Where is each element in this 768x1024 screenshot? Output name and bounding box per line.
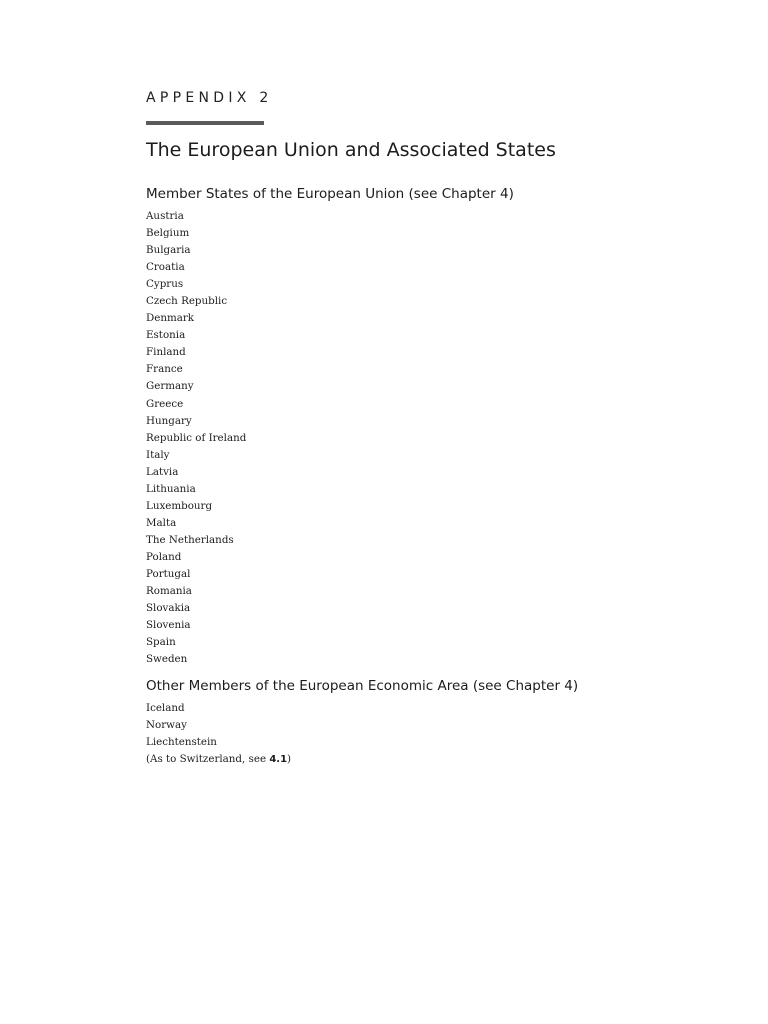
- list-item: Austria: [146, 210, 184, 222]
- list-item: Poland: [146, 550, 182, 563]
- heading-rule: [146, 121, 264, 125]
- list-item: Sweden: [146, 653, 188, 666]
- list-item: Slovenia: [146, 619, 191, 632]
- list-item: Hungary: [146, 414, 192, 427]
- list-item: The Netherlands: [146, 533, 234, 546]
- list-item: Estonia: [146, 329, 186, 342]
- list-item: Romania: [146, 585, 192, 598]
- section-heading-eu-members: Member States of the European Union (see Chapter 4): [146, 186, 514, 202]
- appendix-label: APPENDIX 2: [146, 90, 273, 106]
- list-item: Bulgaria: [146, 244, 191, 257]
- list-item: Italy: [146, 448, 170, 461]
- eea-member-list: [146, 700, 217, 751]
- switzerland-note: [146, 751, 291, 768]
- list-item: Lithuania: [146, 482, 196, 495]
- note-suffix: ): [287, 753, 292, 765]
- list-item: Finland: [146, 346, 186, 359]
- list-item: Spain: [146, 636, 176, 649]
- list-item: Norway: [146, 719, 187, 732]
- eu-member-list: [146, 208, 246, 668]
- list-item: Croatia: [146, 261, 185, 274]
- list-item: Belgium: [146, 227, 190, 240]
- page-title: The European Union and Associated States: [146, 139, 556, 161]
- list-item: Portugal: [146, 567, 191, 580]
- list-item: Liechtenstein: [146, 736, 217, 749]
- list-item: France: [146, 363, 183, 376]
- list-item: Germany: [146, 380, 194, 393]
- list-item: Republic of Ireland: [146, 431, 247, 444]
- list-item: Malta: [146, 516, 177, 529]
- note-reference: 4.1: [269, 754, 288, 765]
- list-item: Czech Republic: [146, 295, 228, 308]
- list-item: Cyprus: [146, 278, 184, 291]
- list-item: Iceland: [146, 702, 185, 714]
- list-item: Slovakia: [146, 602, 191, 615]
- note-prefix: (As to Switzerland, see: [146, 753, 270, 765]
- section-heading-eea-members: Other Members of the European Economic Area (see Chapter 4): [146, 678, 579, 694]
- list-item: Greece: [146, 397, 184, 410]
- list-item: Latvia: [146, 465, 179, 478]
- list-item: Denmark: [146, 312, 195, 325]
- list-item: Luxembourg: [146, 499, 213, 512]
